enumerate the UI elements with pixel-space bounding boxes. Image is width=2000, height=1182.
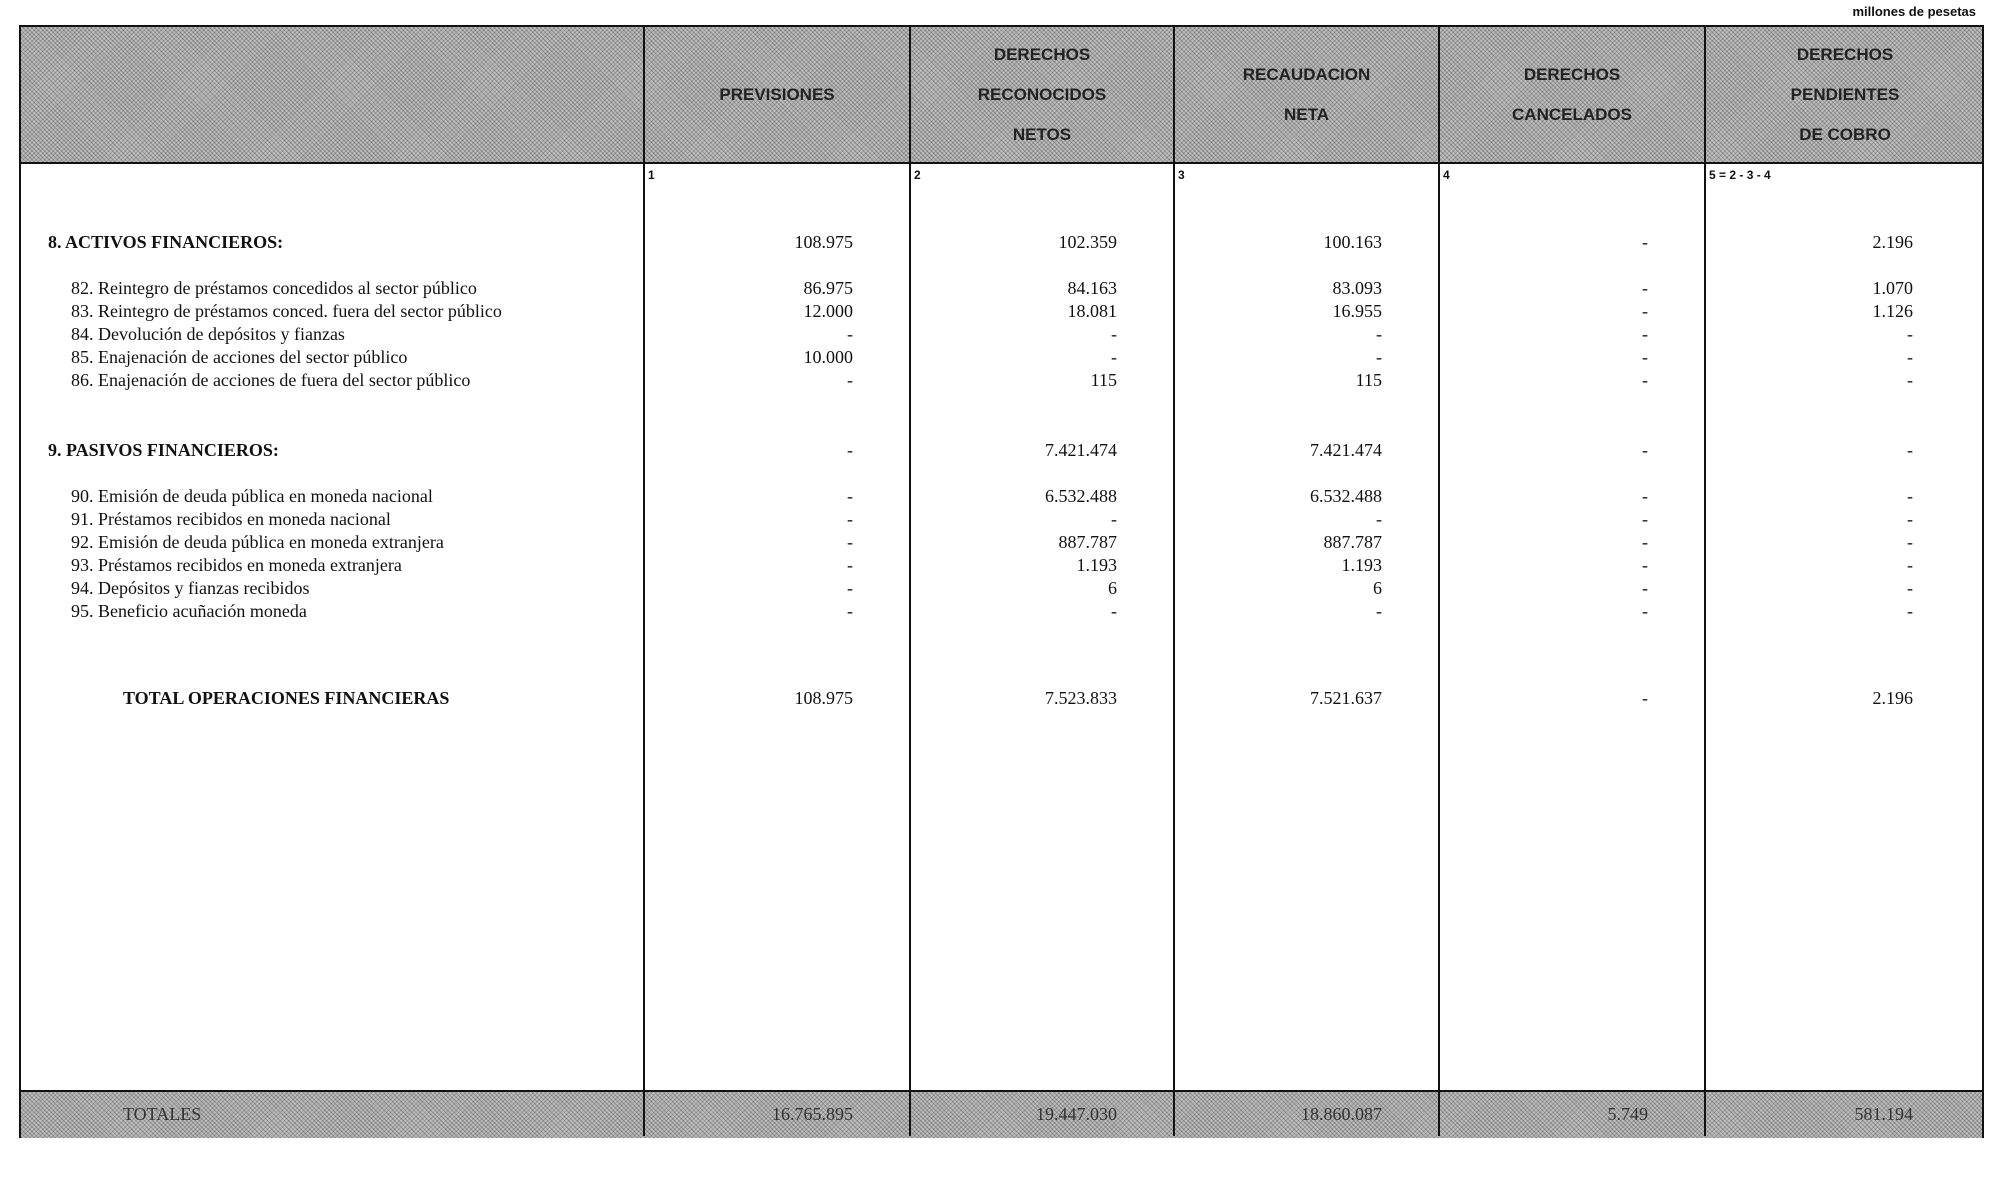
header-previsiones: PREVISIONES <box>719 84 835 104</box>
unit-note: millones de pesetas <box>1852 4 1976 19</box>
table-row: 90. Emisión de deuda pública en moneda nacional - 6.532.488 6.532.488 - - <box>71 486 1913 506</box>
table-row: 9. PASIVOS FINANCIEROS: - 7.421.474 7.421.474 - - <box>48 440 1913 460</box>
column-number: 1 <box>648 168 655 182</box>
table-row: 91. Préstamos recibidos en moneda nacional - - - - - <box>71 509 1913 529</box>
totals-value: 19.447.030 <box>1036 1104 1117 1124</box>
table-row: 86. Enajenación de acciones de fuera del sector público - 115 115 - - <box>71 370 1913 390</box>
column-number: 2 <box>914 168 921 182</box>
header-derechos-reconocidos-netos: DERECHOS RECONOCIDOS NETOS <box>977 44 1107 144</box>
totals-value: 16.765.895 <box>772 1104 853 1124</box>
column-number: 4 <box>1443 168 1450 182</box>
table-row: 94. Depósitos y fianzas recibidos - 6 6 - - <box>71 578 1913 598</box>
totals-value: 5.749 <box>1607 1104 1648 1124</box>
totals-value: 581.194 <box>1854 1104 1913 1124</box>
table-row: 92. Emisión de deuda pública en moneda extranjera - 887.787 887.787 - - <box>71 532 1913 552</box>
table-row: 85. Enajenación de acciones del sector público 10.000 - - - - <box>71 347 1913 367</box>
table-row: 84. Devolución de depósitos y fianzas - - - - - <box>71 324 1913 344</box>
table-row: 93. Préstamos recibidos en moneda extranjera - 1.193 1.193 - - <box>71 555 1913 575</box>
table-row: TOTAL OPERACIONES FINANCIERAS 108.975 7.523.833 7.521.637 - 2.196 <box>123 688 1913 708</box>
budget-table <box>19 25 1984 1138</box>
table-row: 82. Reintegro de préstamos concedidos al sector público 86.975 84.163 83.093 - 1.070 <box>71 278 1913 298</box>
column-number: 3 <box>1178 168 1185 182</box>
totals-label: TOTALES <box>123 1104 202 1124</box>
table-row: 83. Reintegro de préstamos conced. fuera del sector público 12.000 18.081 16.955 - 1.126 <box>71 301 1913 321</box>
totals-value: 18.860.087 <box>1301 1104 1382 1124</box>
table-row: 8. ACTIVOS FINANCIEROS: 108.975 102.359 100.163 - 2.196 <box>48 232 1913 252</box>
column-number: 5 = 2 - 3 - 4 <box>1709 168 1771 182</box>
header-derechos-pendientes-de-cobro: DERECHOS PENDIENTES DE COBRO <box>1790 44 1900 144</box>
header-recaudacion-neta: RECAUDACION NETA <box>1242 64 1371 124</box>
header-derechos-cancelados: DERECHOS CANCELADOS <box>1512 64 1632 124</box>
table-row: 95. Beneficio acuñación moneda - - - - - <box>71 601 1913 621</box>
